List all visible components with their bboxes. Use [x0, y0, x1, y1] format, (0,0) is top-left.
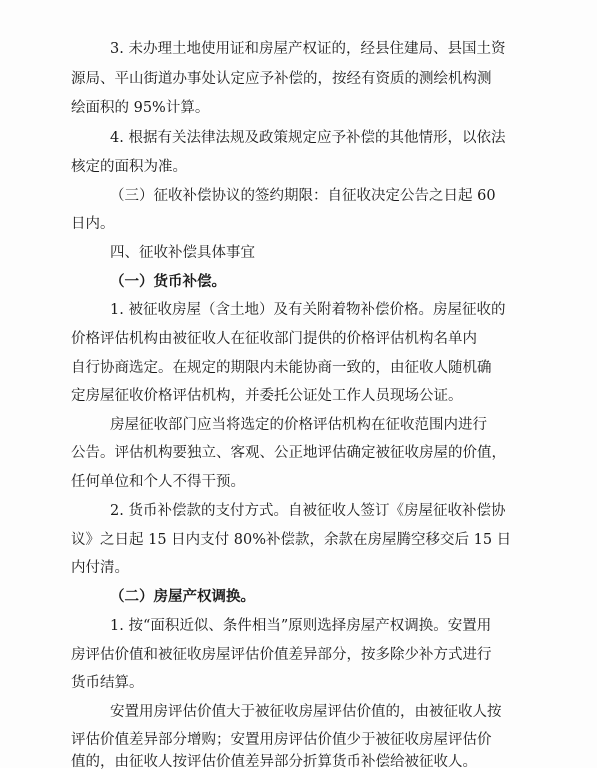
paragraph-line: 核定的面积为准。 — [71, 159, 187, 175]
paragraph-line: 3. 未办理土地使用证和房屋产权证的，经县住建局、县国土资 — [110, 41, 506, 57]
paragraph-line: 4. 根据有关法律法规及政策规定应予补偿的其他情形，以依法 — [110, 130, 506, 146]
paragraph-line: 1. 按“面积近似、条件相当”原则选择房屋产权调换。安置用 — [110, 618, 492, 634]
paragraph-line: 房评估价值和被征收房屋评估价值差异部分，按多除少补方式进行 — [71, 647, 492, 663]
subsection-heading: （一）货币补偿。 — [110, 273, 226, 290]
paragraph-line: 自行协商选定。在规定的期限内未能协商一致的，由征收人随机确 — [71, 360, 492, 376]
paragraph-line: 评估价值差异部分增购；安置用房评估价值少于被征收房屋评估价 — [71, 732, 492, 748]
paragraph-line: 货币结算。 — [71, 675, 144, 691]
paragraph-line: 内付清。 — [71, 560, 129, 576]
paragraph-line: 安置用房评估价值大于被征收房屋评估价值的，由被征收人按 — [110, 704, 502, 720]
paragraph-line: 1. 被征收房屋（含土地）及有关附着物补偿价格。房屋征收的 — [110, 302, 506, 318]
paragraph-line: 房屋征收部门应当将选定的价格评估机构在征收范围内进行 — [110, 417, 487, 433]
paragraph-line: （三）征收补偿协议的签约期限：自征收决定公告之日起 60 — [110, 188, 496, 204]
paragraph-line: 议》之日起 15 日内支付 80%补偿款，余款在房屋腾空移交后 15 日 — [71, 532, 512, 548]
paragraph-line: 值的，由征收人按评估价值差异部分折算货币补偿给被征收人。 — [71, 754, 477, 770]
paragraph-line: 任何单位和个人不得干预。 — [71, 474, 245, 490]
paragraph-line: 日内。 — [71, 216, 115, 232]
paragraph-line: 定房屋征收价格评估机构，并委托公证处工作人员现场公证。 — [71, 388, 463, 404]
paragraph-line: 绘面积的 95%计算。 — [71, 100, 210, 116]
paragraph-line: 价格评估机构由被征收人在征收部门提供的价格评估机构名单内 — [71, 331, 477, 347]
paragraph-line: 2. 货币补偿款的支付方式。自被征收人签订《房屋征收补偿协 — [110, 503, 506, 519]
subsection-heading: （二）房屋产权调换。 — [110, 588, 255, 605]
section-heading: 四、征收补偿具体事宜 — [110, 245, 255, 261]
paragraph-line: 公告。评估机构要独立、客观、公正地评估确定被征收房屋的价值， — [71, 445, 506, 461]
paragraph-line: 源局、平山街道办事处认定应予补偿的，按经有资质的测绘机构测 — [71, 71, 492, 87]
